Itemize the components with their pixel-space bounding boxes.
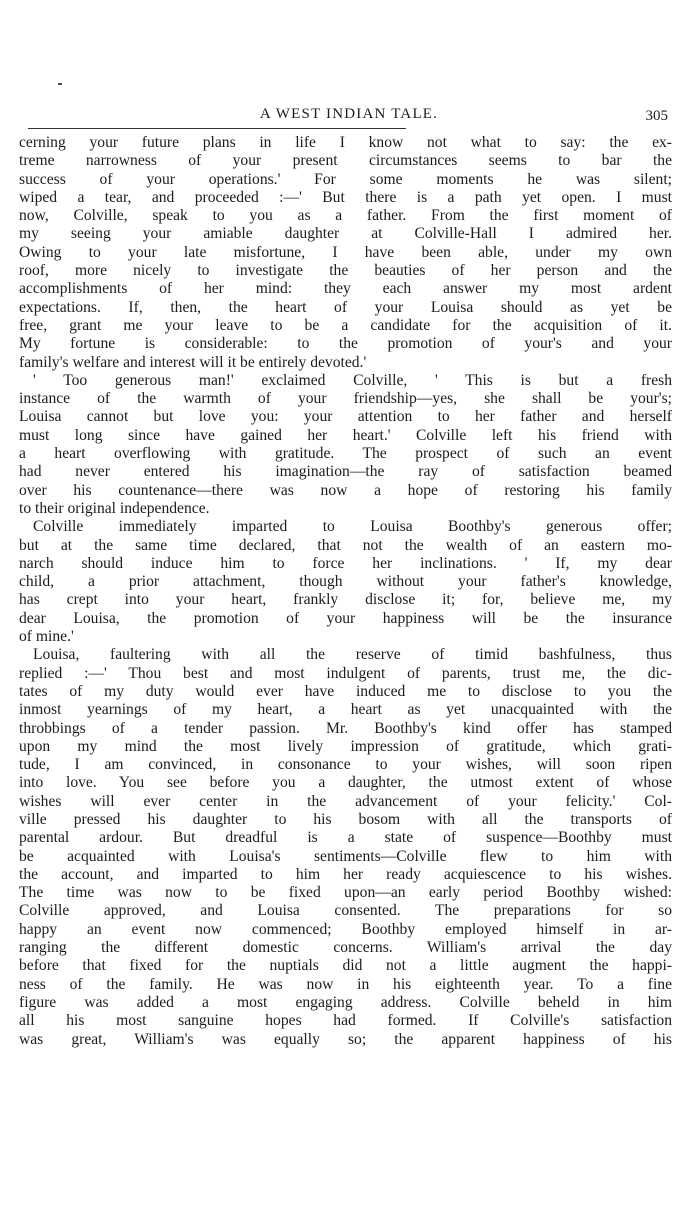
text-line: was great, William's was equally so; the apparent happiness of his xyxy=(19,1030,672,1048)
text-line: had never entered his imagination—the ray of satisfaction beamed xyxy=(19,463,672,481)
text-line: be acquainted with Louisa's sentiments—Colville flew to him with xyxy=(19,847,672,865)
text-line: throbbings of a tender passion. Mr. Boothby's kind offer has stamped xyxy=(19,719,672,737)
text-line: the account, and imparted to him her ready acquiescence to his wishes. xyxy=(19,865,672,883)
text-line: Colville approved, and Louisa consented. The preparations for so xyxy=(19,902,672,920)
text-line: treme narrowness of your present circumstances seems to bar the xyxy=(19,152,672,170)
text-line: roof, more nicely to investigate the beauties of her person and the xyxy=(19,262,672,280)
text-line: but at the same time declared, that not the wealth of an eastern mo- xyxy=(19,536,672,554)
text-line: tates of my duty would ever have induced me to disclose to you the xyxy=(19,682,672,700)
text-line: a heart overflowing with gratitude. The prospect of such an event xyxy=(19,445,672,463)
text-line: The time was now to be fixed upon—an early period Boothby wished: xyxy=(19,884,672,902)
text-line: success of your operations.' For some moments he was silent; xyxy=(19,170,672,188)
text-line: now, Colville, speak to you as a father. From the first moment of xyxy=(19,207,672,225)
text-line: child, a prior attachment, though without your father's knowledge, xyxy=(19,573,672,591)
text-line: happy an event now commenced; Boothby employed himself in ar- xyxy=(19,920,672,938)
text-line: to their original independence. xyxy=(19,499,210,517)
text-line: has crept into your heart, frankly disclose it; for, believe me, my xyxy=(19,591,672,609)
text-line: over his countenance—there was now a hope of restoring his family xyxy=(19,481,672,499)
text-line: my seeing your amiable daughter at Colville-Hall I admired her. xyxy=(19,225,672,243)
text-line: replied :—' Thou best and most indulgent of parents, trust me, the dic- xyxy=(19,664,672,682)
text-line: all his most sanguine hopes had formed. If Colville's satisfaction xyxy=(19,1012,672,1030)
text-line: family's welfare and interest will it be entirely devoted.' xyxy=(19,353,367,371)
text-line: wiped a tear, and proceeded :—' But there is a path yet open. I must xyxy=(19,188,672,206)
body-text xyxy=(19,134,672,1049)
text-line: My fortune is considerable: to the promotion of your's and your xyxy=(19,335,672,353)
text-line: of mine.' xyxy=(19,628,74,646)
text-line: figure was added a most engaging address. Colville beheld in him xyxy=(19,993,672,1011)
text-line: dear Louisa, the promotion of your happiness will be the insurance xyxy=(19,609,672,627)
text-line: free, grant me your leave to be a candidate for the acquisition of it. xyxy=(19,316,672,334)
text-line: parental ardour. But dreadful is a state of suspence—Boothby must xyxy=(19,829,672,847)
text-line: before that fixed for the nuptials did not a little augment the happi- xyxy=(19,957,672,975)
text-line: accomplishments of her mind: they each answer my most ardent xyxy=(19,280,672,298)
text-line: ness of the family. He was now in his eighteenth year. To a fine xyxy=(19,975,672,993)
text-line: must long since have gained her heart.' Colville left his friend with xyxy=(19,426,672,444)
page-number: 305 xyxy=(645,108,668,124)
text-line: upon my mind the most lively impression of gratitude, which grati- xyxy=(19,737,672,755)
text-line: into love. You see before you a daughter, the utmost extent of whose xyxy=(19,774,672,792)
text-line: expectations. If, then, the heart of your Louisa should as yet be xyxy=(19,298,672,316)
text-line: wishes will ever center in the advancement of your felicity.' Col- xyxy=(19,792,672,810)
text-line: Louisa cannot but love you: your attention to her father and herself xyxy=(19,408,672,426)
running-head xyxy=(30,104,668,128)
header-rule xyxy=(28,128,406,129)
text-line: Colville immediately imparted to Louisa Boothby's generous offer; xyxy=(33,518,672,536)
text-line: ranging the different domestic concerns. William's arrival the day xyxy=(19,939,672,957)
text-line: ville pressed his daughter to his bosom with all the transports of xyxy=(19,810,672,828)
text-line: inmost yearnings of my heart, a heart as yet unacquainted with the xyxy=(19,701,672,719)
text-line: ' Too generous man!' exclaimed Colville, ' This is but a fresh xyxy=(33,371,672,389)
text-line: instance of the warmth of your friendship—yes, she shall be your's; xyxy=(19,390,672,408)
ink-speck xyxy=(58,83,62,85)
text-line: narch should induce him to force her inclinations. ' If, my dear xyxy=(19,554,672,572)
running-title: A WEST INDIAN TALE. xyxy=(259,106,439,122)
text-line: Louisa, faultering with all the reserve of timid bashfulness, thus xyxy=(33,646,672,664)
text-line: tude, I am convinced, in consonance to your wishes, will soon ripen xyxy=(19,756,672,774)
text-line: cerning your future plans in life I know not what to say: the ex- xyxy=(19,134,672,151)
text-line: Owing to your late misfortune, I have been able, under my own xyxy=(19,243,672,261)
